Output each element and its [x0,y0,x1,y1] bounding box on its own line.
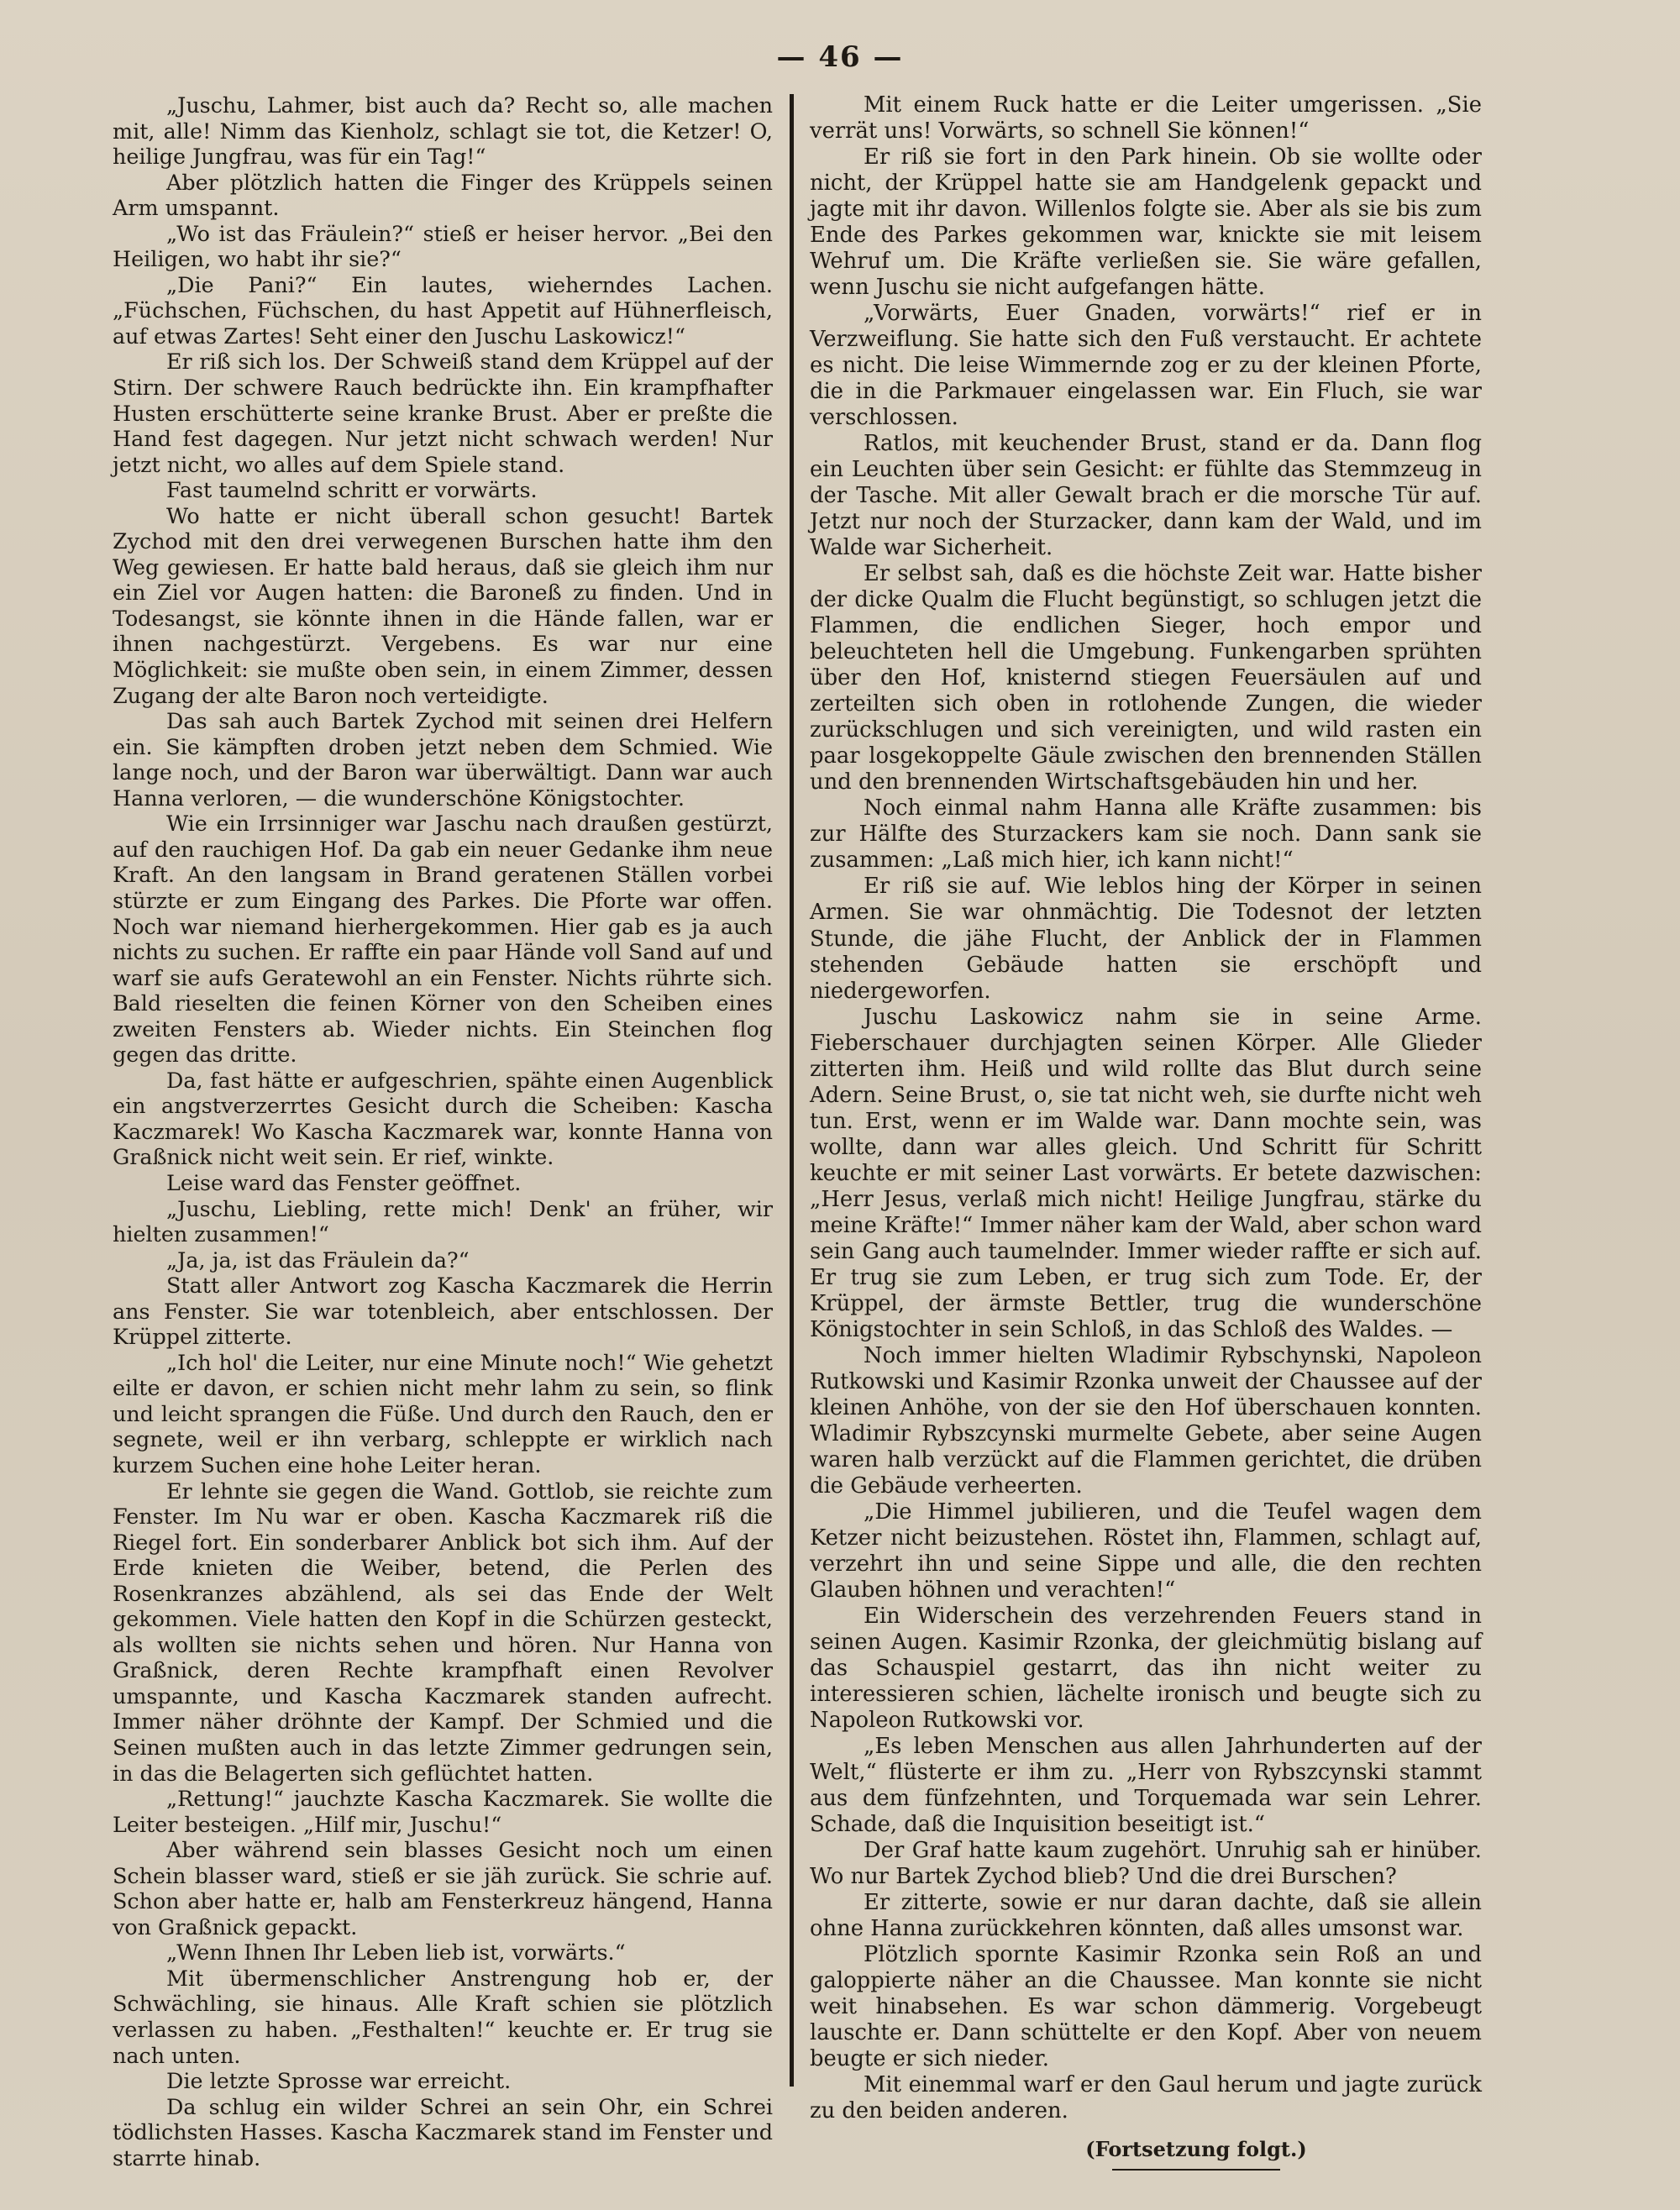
right-column [810,92,1482,2171]
paragraph: Wie ein Irrsinniger war Jaschu nach draußen gestürzt, auf den rauchigen Hof. Da gab ein neuer Gedanke ihm neue Kraft. An den langsam in Brand geratenen Ställen vorbei stürzte er zum Eingang des Parkes. Die Pforte war offen. Noch war niemand hierhergekommen. Hier gab es ja auch nichts zu suchen. Er raffte ein paar Hände voll Sand auf und warf sie aufs Geratewohl an ein Fenster. Nichts rührte sich. Bald rieselten die feinen Körner von den Scheiben eines zweiten Fensters ab. Wieder nichts. Ein Steinchen flog gegen das dritte. [113,811,773,1068]
paragraph: „Die Himmel jubilieren, und die Teufel wagen dem Ketzer nicht beizustehen. Röstet ihn, Flammen, schlagt auf, verzehrt ihn und seine Sippe und alle, die den rechten Glauben höhnen und verachten!“ [810,1499,1482,1603]
left-column [113,92,773,2171]
paragraph: Noch einmal nahm Hanna alle Kräfte zusammen: bis zur Hälfte des Sturzackers kam sie noch. Dann sank sie zusammen: „Laß mich hier, ich kann nicht!“ [810,795,1482,874]
paragraph: „Wenn Ihnen Ihr Leben lieb ist, vorwärts.“ [166,1940,626,1966]
continuation-block [810,2136,1482,2171]
paragraph: Juschu Laskowicz nahm sie in seine Arme. Fieberschauer durchjagten seinen Körper. Alle Glieder zitterten ihm. Heiß und wild rollte das Blut durch seine Adern. Seine Brust, o, sie tat nicht weh, sie durfte nicht weh tun. Erst, wenn er im Walde war. Dann mochte sein, was wollte, dann war alles gleich. Und Schritt für Schritt keuchte er mit seiner Last vorwärts. Er betete dazwischen: „Herr Jesus, verlaß mich nicht! Heilige Jungfrau, stärke du meine Kräfte!“ Immer näher kam der Wald, aber schon ward sein Gang auch taumelnder. Immer wieder raffte er sich auf. Er trug sie zum Leben, er trug sich zum Tode. Er, der Krüppel, der ärmste Bettler, trug die wunderschöne Königstochter in sein Schloß, in das Schloß des Waldes. — [810,1004,1482,1342]
paragraph: „Es leben Menschen aus allen Jahrhunderten auf der Welt,“ flüsterte er ihm zu. „Herr von Rybszcynski stammt aus dem fünfzehnten, und Torquemada war sein Lehrer. Schade, daß die Inquisition beseitigt ist.“ [810,1733,1482,1838]
paragraph: Mit einemmal warf er den Gaul herum und jagte zurück zu den beiden anderen. [810,2072,1482,2124]
continuation-rule [1112,2169,1280,2171]
paragraph: Mit übermenschlicher Anstrengung hob er, der Schwächling, sie hinaus. Alle Kraft schien sie plötzlich verlassen zu haben. „Festhalten!“ keuchte er. Er trug sie nach unten. [113,1965,773,2068]
paragraph: „Ja, ja, ist das Fräulein da?“ [166,1247,470,1273]
paragraph: Noch immer hielten Wladimir Rybschynski, Napoleon Rutkowski und Kasimir Rzonka unweit der Chaussee auf der kleinen Anhöhe, von der sie den Hof überschauen konnten. Wladimir Rybszcynski murmelte Gebete, aber seine Augen waren halb verzückt auf die Flammen gerichtet, die drüben die Gebäude verheerten. [810,1342,1482,1499]
paragraph: Er selbst sah, daß es die höchste Zeit war. Hatte bisher der dicke Qualm die Flucht begünstigt, so schlugen jetzt die Flammen, die endlichen Sieger, hoch empor und beleuchteten hell die Umgebung. Funkengarben sprühten über den Hof, knisternd stiegen Feuersäulen auf und zerteilten sich oben in rotlohende Zungen, die wieder zurückschlugen und sich vereinigten, und wild rasten ein paar losgekoppelte Gäule zwischen den brennenden Ställen und den brennenden Wirtschaftsgebäuden hin und her. [810,561,1482,795]
paragraph: Aber während sein blasses Gesicht noch um einen Schein blasser ward, stieß er sie jäh zurück. Sie schrie auf. Schon aber hatte er, halb am Fensterkreuz hängend, Hanna von Graßnick gepackt. [113,1837,773,1940]
paragraph: Da, fast hätte er aufgeschrien, spähte einen Augenblick ein angstverzerrtes Gesicht durch die Scheiben: Kascha Kaczmarek! Wo Kascha Kaczmarek war, konnte Hanna von Graßnick nicht weit sein. Er rief, winkte. [113,1067,773,1170]
paragraph: „Juschu, Liebling, rette mich! Denk' an früher, wir hielten zusammen!“ [113,1195,773,1247]
paragraph: Er lehnte sie gegen die Wand. Gottlob, sie reichte zum Fenster. Im Nu war er oben. Kascha Kaczmarek riß die Riegel fort. Ein sonderbarer Anblick bot sich ihm. Auf der Erde knieten die Weiber, betend, die Perlen des Rosenkranzes abzählend, als sei das Ende der Welt gekommen. Viele hatten den Kopf in die Schürzen gesteckt, als wollten sie nichts sehen und hören. Nur Hanna von Graßnick, deren Rechte krampfhaft einen Revolver umspannte, und Kascha Kaczmarek standen aufrecht. Immer näher dröhnte der Kampf. Der Schmied und die Seinen mußten auch in das letzte Zimmer gedrungen sein, in das die Belagerten sich geflüchtet hatten. [113,1478,773,1786]
paragraph: Da schlug ein wilder Schrei an sein Ohr, ein Schrei tödlichsten Hasses. Kascha Kaczmarek stand im Fenster und starrte hinab. [113,2093,773,2171]
paragraph: Leise ward das Fenster geöffnet. [166,1169,522,1195]
paragraph: Das sah auch Bartek Zychod mit seinen drei Helfern ein. Sie kämpften droben jetzt neben dem Schmied. Wie lange noch, und der Baron war überwältigt. Dann war auch Hanna verloren, — die wunderschöne Königstochter. [113,708,773,811]
paragraph: Fast taumelnd schritt er vorwärts. [166,477,538,503]
paragraph: „Rettung!“ jauchzte Kascha Kaczmarek. Sie wollte die Leiter besteigen. „Hilf mir, Juschu!“ [113,1786,773,1837]
paragraph: Wo hatte er nicht überall schon gesucht! Bartek Zychod mit den drei verwegenen Burschen hatte ihm den Weg gewiesen. Er hatte bald heraus, daß sie gleich ihm nur ein Ziel vor Augen hatten: die Baroneß zu finden. Und in Todesangst, sie könnte ihnen in die Hände fallen, war er ihnen nachgestürzt. Vergebens. Es war nur eine Möglichkeit: sie mußte oben sein, in einem Zimmer, dessen Zugang der alte Baron noch verteidigte. [113,502,773,708]
paragraph: Mit einem Ruck hatte er die Leiter umgerissen. „Sie verrät uns! Vorwärts, so schnell Sie können!“ [810,92,1482,144]
continuation-note: (Fortsetzung folgt.) [1085,2137,1307,2162]
page-number: — 46 — [776,40,904,74]
paragraph: Die letzte Sprosse war erreicht. [166,2068,512,2094]
paragraph: Aber plötzlich hatten die Finger des Krüppels seinen Arm umspannt. [113,169,773,221]
paragraph: Er zitterte, sowie er nur daran dachte, daß sie allein ohne Hanna zurückkehren könnten, daß alles umsonst war. [810,1890,1482,1942]
paragraph: Statt aller Antwort zog Kascha Kaczmarek die Herrin ans Fenster. Sie war totenbleich, aber entschlossen. Der Krüppel zitterte. [113,1273,773,1350]
paragraph: „Vorwärts, Euer Gnaden, vorwärts!“ rief er in Verzweiflung. Sie hatte sich den Fuß verstaucht. Er achtete es nicht. Die leise Wimmernde zog er zu der kleinen Pforte, die in die Parkmauer eingelassen war. Ein Fluch, sie war verschlossen. [810,301,1482,431]
paragraph: „Wo ist das Fräulein?“ stieß er heiser hervor. „Bei den Heiligen, wo habt ihr sie?“ [113,220,773,272]
paragraph: „Die Pani?“ Ein lautes, wieherndes Lachen. „Füchschen, Füchschen, du hast Appetit auf Hühnerfleisch, auf etwas Zartes! Seht einer den Juschu Laskowicz!“ [113,271,773,349]
paragraph: Der Graf hatte kaum zugehört. Unruhig sah er hinüber. Wo nur Bartek Zychod blieb? Und die drei Burschen? [810,1838,1482,1890]
paragraph: Er riß sie auf. Wie leblos hing der Körper in seinen Armen. Sie war ohnmächtig. Die Todesnot der letzten Stunde, die jähe Flucht, der Anblick der in Flammen stehenden Gebäude hatten sie erschöpft und niedergeworfen. [810,874,1482,1004]
paragraph: „Juschu, Lahmer, bist auch da? Recht so, alle machen mit, alle! Nimm das Kienholz, schlagt sie tot, die Ketzer! O, heilige Jungfrau, was für ein Tag!“ [113,92,773,170]
paragraph: Ein Widerschein des verzehrenden Feuers stand in seinen Augen. Kasimir Rzonka, der gleichmütig bislang auf das Schauspiel gestarrt, das ihn nicht weiter zu interessieren schien, lächelte ironisch und beugte sich zu Napoleon Rutkowski vor. [810,1603,1482,1733]
paragraph: Ratlos, mit keuchender Brust, stand er da. Dann flog ein Leuchten über sein Gesicht: er fühlte das Stemmzeug in der Tasche. Mit aller Gewalt brach er die morsche Tür auf. Jetzt nur noch der Sturzacker, dann kam der Wald, und im Walde war Sicherheit. [810,431,1482,561]
paragraph: Plötzlich spornte Kasimir Rzonka sein Roß an und galoppierte näher an die Chaussee. Man konnte sie nicht weit hinabsehen. Es war schon dämmerig. Vorgebeugt lauschte er. Dann schüttelte er den Kopf. Aber von neuem beugte er sich nieder. [810,1942,1482,2072]
paragraph: „Ich hol' die Leiter, nur eine Minute noch!“ Wie gehetzt eilte er davon, er schien nicht mehr lahm zu sein, so flink und leicht sprangen die Füße. Und durch den Rauch, den er segnete, weil er ihn verbarg, schleppte er wirklich nach kurzem Suchen eine hohe Leiter heran. [113,1349,773,1478]
paragraph: Er riß sich los. Der Schweiß stand dem Krüppel auf der Stirn. Der schwere Rauch bedrückte ihn. Ein krampfhafter Husten erschütterte seine kranke Brust. Aber er preßte die Hand fest dagegen. Nur jetzt nicht schwach werden! Nur jetzt nicht, wo alles auf dem Spiele stand. [113,349,773,477]
column-divider [790,94,794,2087]
paragraph: Er riß sie fort in den Park hinein. Ob sie wollte oder nicht, der Krüppel hatte sie am Handgelenk gepackt und jagte mit ihr davon. Willenlos folgte sie. Aber als sie bis zum Ende des Parkes gekommen war, knickte sie mit leisem Wehruf um. Die Kräfte verließen sie. Sie wäre gefallen, wenn Juschu sie nicht aufgefangen hätte. [810,144,1482,301]
